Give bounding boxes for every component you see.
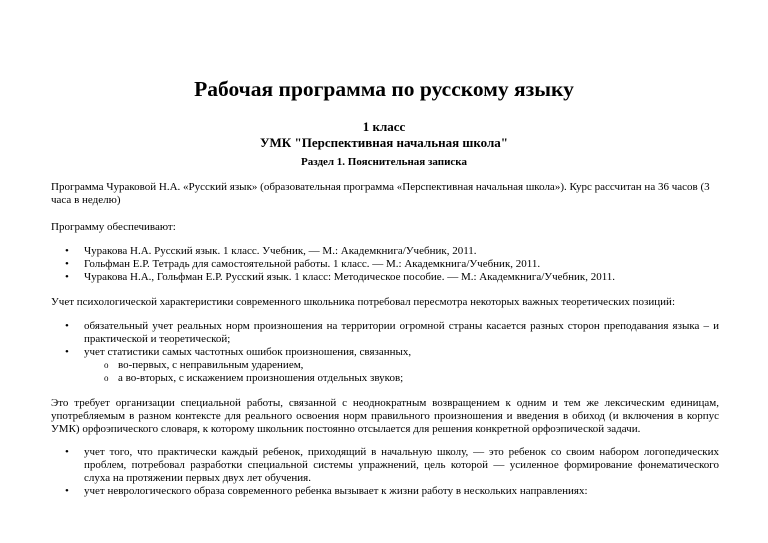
grade-heading: 1 класс	[362, 119, 406, 134]
positions-list	[51, 320, 719, 385]
bullet-icon: •	[65, 245, 69, 257]
list-item	[51, 245, 719, 258]
list-item-text: учет неврологического образа современного ребенка вызывает к жизни работу в нескольких направлениях:	[84, 485, 588, 497]
bullet-icon: •	[65, 485, 69, 497]
list-item	[51, 258, 719, 271]
umk-heading: УМК "Перспективная начальная школа"	[260, 135, 508, 150]
sublist-item	[84, 359, 719, 372]
list-item	[51, 446, 719, 485]
section-heading: Раздел 1. Пояснительная записка	[301, 156, 467, 168]
list-item	[51, 346, 719, 385]
sublist-item	[84, 372, 719, 385]
document-title: Рабочая программа по русскому языку	[194, 77, 574, 101]
textbooks-list	[51, 245, 719, 284]
list-item-text: Гольфман Е.Р. Тетрадь для самостоятельной работы. 1 класс. — М.: Академкнига/Учебник, 2011.	[84, 258, 541, 270]
circle-bullet-icon: o	[104, 373, 109, 383]
psychology-paragraph: Учет психологической характеристики современного школьника потребовал пересмотра некоторых важных теоретических позиций:	[51, 296, 675, 308]
support-paragraph: Программу обеспечивают:	[51, 221, 176, 233]
sublist-item-text: во-первых, с неправильным ударением,	[118, 359, 304, 371]
bullet-icon: •	[65, 346, 69, 358]
bullet-icon: •	[65, 446, 69, 458]
considerations-list	[51, 446, 719, 498]
list-item-text: Чуракова Н.А., Гольфман Е.Р. Русский язык. 1 класс: Методическое пособие. — М.: Академкнига/Учебник, 2011.	[84, 271, 616, 283]
list-item	[51, 485, 719, 498]
list-item-text: учет того, что практически каждый ребенок, приходящий в начальную школу, — это ребенок со своим набором логопедических проблем, потребовал разработки специальной системы упражнений, цель которой — усиленное формирование фонематического слуха на протяжении первых двух лет обучения.	[84, 446, 719, 484]
bullet-icon: •	[65, 320, 69, 332]
bullet-icon: •	[65, 258, 69, 270]
list-item	[51, 320, 719, 346]
program-paragraph: Программа Чураковой Н.А. «Русский язык» (образовательная программа «Перспективная начальная школа»). Курс рассчитан на 36 часов (3 часа в неделю)	[51, 181, 710, 206]
list-item-text: Чуракова Н.А. Русский язык. 1 класс. Учебник, — М.: Академкнига/Учебник, 2011.	[84, 245, 477, 257]
bullet-icon: •	[65, 271, 69, 283]
list-item-text: обязательный учет реальных норм произношения на территории огромной страны касается разных сторон преподавания языка – и практической и теоретической;	[84, 320, 719, 345]
errors-sublist	[84, 359, 719, 385]
list-item	[51, 271, 719, 284]
circle-bullet-icon: o	[104, 360, 109, 370]
list-item-text: учет статистики самых частотных ошибок произношения, связанных,	[84, 346, 412, 358]
orthoepic-paragraph: Это требует организации специальной работы, связанной с неоднократным возвращением к одним и тем же лексическим единицам, употребляемым в разном контексте для реального освоения норм правильного произношения и введения в обиход (и включения в корпус УМК) орфоэпического словаря, к которому школьник постоянно отсылается для решения конкретной орфоэпической задачи.	[51, 397, 719, 435]
sublist-item-text: а во-вторых, с искажением произношения отдельных звуков;	[118, 372, 404, 384]
